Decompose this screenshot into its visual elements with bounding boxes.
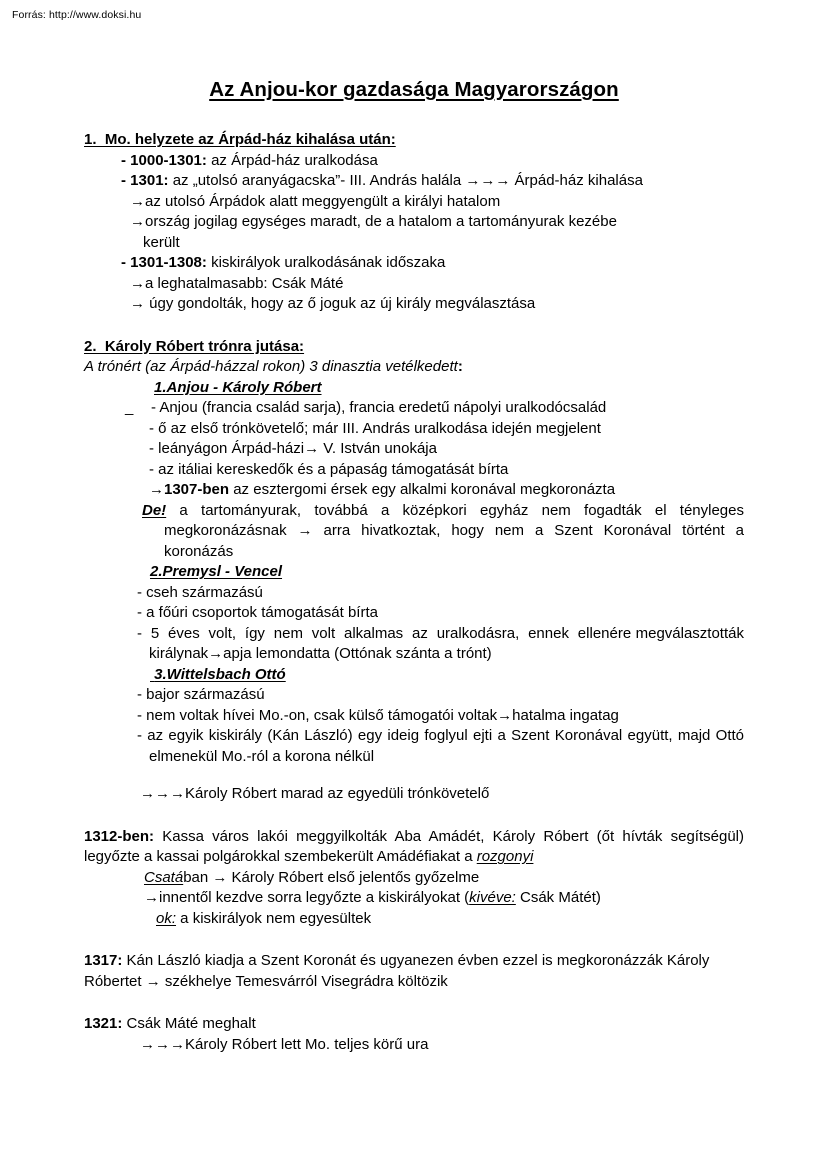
spacer — [84, 929, 744, 951]
spacer — [84, 315, 744, 337]
underscore-mark: _ — [125, 399, 134, 416]
line-text: ban → Károly Róbert első jelentős győzelme — [183, 868, 480, 886]
item-text: az esztergomi érsek egy alkalmi koronával megkoronázta — [229, 481, 616, 498]
item-text: - Anjou (francia család sarja), francia eredetű nápolyi uralkodócsalád — [151, 399, 607, 416]
section-1-item-4-cont: került — [143, 233, 180, 251]
section-2-conclusion: →→→Károly Róbert marad az egyedüli trónkövetelő — [140, 785, 490, 802]
section-1-item-4: →ország jogilag egységes maradt, de a hatalom a tartományurak kezébe — [130, 213, 617, 230]
section-1-item-3: →az utolsó Árpádok alatt meggyengült a királyi hatalom — [130, 192, 501, 210]
year-label-1312: 1312-ben: — [84, 827, 155, 845]
section-1-item-5 — [84, 253, 744, 274]
de-text: a tartományurak, továbbá a középkori egyház nem fogadták el tényleges megkoronázásnak → arra hivatkoztak, hogy nem a Szent Koronával történt a koronázás — [164, 501, 749, 560]
year-1312-line-2 — [84, 868, 744, 889]
section-1-heading: 1. Mo. helyzete az Árpád-ház kihalása után: — [84, 131, 396, 148]
section-1-item-6: →a leghatalmasabb: Csák Máté — [130, 274, 344, 292]
year-1312-line-3 — [84, 888, 744, 909]
year-1312-line-4 — [84, 909, 744, 930]
year-1317-paragraph — [84, 951, 744, 992]
subsection-premysl — [84, 562, 744, 583]
line-text: a kiskirályok nem egyesültek — [176, 909, 372, 927]
page-title: Az Anjou-kor gazdasága Magyarországon — [209, 78, 619, 101]
anjou-item-1 — [84, 398, 744, 419]
section-2 — [84, 337, 749, 805]
line-text-end: Csák Mátét) — [515, 889, 601, 906]
spacer — [84, 992, 744, 1014]
premysl-item-3: - 5 éves volt, így nem volt alkalmas az uralkodásra, ennek ellenére megválasztották királynak→apja lemondatta (Ottónak szánta a trónt) — [137, 624, 749, 662]
year-label-1321: 1321: — [84, 1015, 123, 1032]
subsection-wittelsbach — [84, 665, 744, 686]
document-content — [84, 78, 749, 1055]
year-label-1317: 1317: — [84, 952, 123, 969]
anjou-item-2: - ő az első trónkövetelő; már III. András uralkodása idején megjelent — [149, 419, 601, 437]
year-1321-block — [84, 1014, 744, 1055]
wittelsbach-item-2: - nem voltak hívei Mo.-on, csak külső támogatói voltak→hatalma ingatag — [137, 706, 619, 724]
section-1-item-1 — [84, 151, 744, 172]
kiveve-emphasis: kivéve: — [469, 889, 516, 906]
item-text: az „utolsó aranyágacska”- III. András halála →→→ Árpád-ház kihalása — [168, 172, 643, 189]
item-label: 1307-ben — [164, 481, 230, 498]
premysl-item-1: - cseh származású — [137, 583, 263, 601]
subsection-anjou-heading: 1.Anjou - Károly Róbert — [154, 378, 322, 396]
de-label: De! — [142, 501, 167, 519]
anjou-item-4: - az itáliai kereskedők és a pápaság támogatását bírta — [149, 460, 509, 478]
intro-colon: : — [457, 358, 463, 375]
section-1-item-2 — [84, 171, 744, 192]
section-2-heading: 2. Károly Róbert trónra jutása: — [84, 337, 305, 355]
subsection-anjou — [84, 378, 744, 399]
item-label: - 1301: — [121, 172, 169, 189]
item-text: kiskirályok uralkodásának időszaka — [206, 254, 446, 271]
spacer — [84, 767, 744, 784]
anjou-item-5 — [84, 480, 744, 501]
csata-emphasis: Csatá — [144, 868, 184, 886]
item-label: - 1000-1301: — [121, 151, 207, 169]
section-1-item-7: → úgy gondolták, hogy az ő joguk az új király megválasztása — [130, 295, 536, 312]
wittelsbach-item-3: - az egyik kiskirály (Kán László) egy ideig foglyul ejti a Szent Koronával együtt, majd Ottó elmenekül Mo.-ról a korona nélkül — [137, 727, 749, 765]
year-1321-paragraph — [84, 1014, 744, 1035]
subsection-wittelsbach-heading: 3.Wittelsbach Ottó — [150, 665, 286, 683]
year-1312-text: Kassa város lakói meggyilkolták Aba Amádét, Károly Róbert (őt hívták segítségül) legyőzte a kassai polgárokkal szembekerült Amádéfiakat a — [84, 827, 749, 865]
premysl-item-2: - a főúri csoportok támogatását bírta — [137, 604, 378, 621]
year-1312-paragraph — [84, 827, 749, 868]
year-1312-block — [84, 827, 749, 930]
item-text: az Árpád-ház uralkodása — [206, 151, 378, 169]
year-1321-conclusion: →→→Károly Róbert lett Mo. teljes körű ura — [140, 1035, 429, 1053]
year-1317-text: Kán László kiadja a Szent Koronát és ugyanezen évben ezzel is megkoronázzák Károly Róbertet → székhelye Temesvárról Visegrádra költözik — [84, 952, 714, 990]
subsection-premysl-heading: 2.Premysl - Vencel — [150, 563, 283, 580]
line-text: →innentől kezdve sorra legyőzte a kiskirályokat ( — [144, 889, 470, 906]
section-2-intro — [84, 357, 744, 378]
year-1317-block — [84, 951, 744, 992]
section-1 — [84, 130, 744, 315]
anjou-item-3: - leányágon Árpád-házi→ V. István unokája — [149, 440, 437, 457]
arrow-glyph: → — [149, 481, 164, 498]
year-1321-text: Csák Máté meghalt — [122, 1015, 256, 1032]
rozgonyi-emphasis: rozgonyi — [476, 848, 534, 865]
item-label: - 1301-1308: — [121, 254, 207, 271]
spacer — [84, 805, 744, 827]
intro-italic-text: A trónért (az Árpád-házzal rokon) 3 dinasztia vetélkedett — [84, 358, 458, 375]
source-url-header: Forrás: http://www.doksi.hu — [12, 9, 142, 21]
ok-emphasis: ok: — [156, 909, 177, 927]
wittelsbach-item-1: - bajor származású — [137, 686, 265, 703]
anjou-de-paragraph — [84, 501, 749, 563]
